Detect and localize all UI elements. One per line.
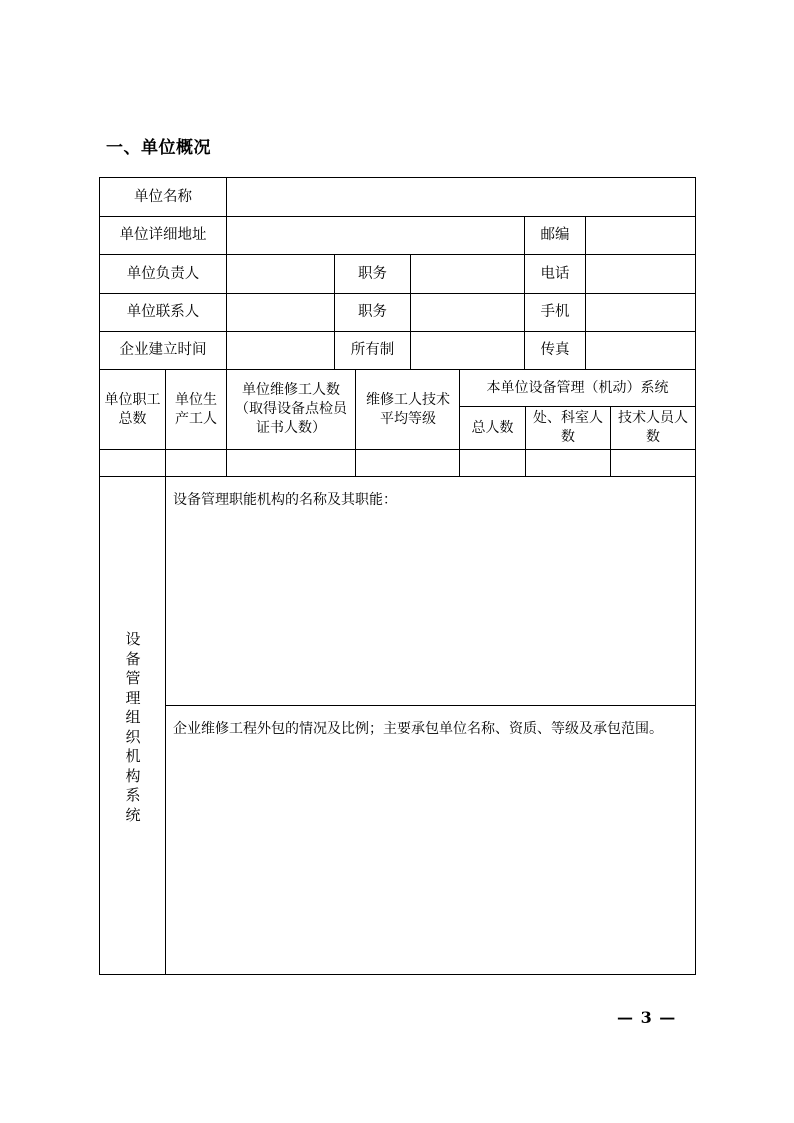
unit-contact-field[interactable] bbox=[227, 294, 334, 331]
fax-field[interactable] bbox=[586, 332, 695, 369]
total-staff-header: 单位职工总数 bbox=[104, 391, 161, 427]
established-date-label: 企业建立时间 bbox=[119, 342, 207, 358]
head-position-field[interactable] bbox=[411, 255, 524, 293]
system-total-header: 总人数 bbox=[471, 419, 514, 436]
established-date-field[interactable] bbox=[227, 332, 334, 369]
ownership-field[interactable] bbox=[411, 332, 524, 369]
system-tech-field[interactable] bbox=[611, 450, 695, 476]
system-office-header: 处、科室人数 bbox=[533, 410, 603, 445]
fax-label: 传真 bbox=[540, 342, 570, 358]
phone-label: 电话 bbox=[540, 265, 570, 282]
production-workers-header: 单位生产工人 bbox=[175, 391, 217, 427]
system-office-field[interactable] bbox=[526, 450, 610, 476]
postcode-label: 邮编 bbox=[540, 227, 570, 243]
phone-field[interactable] bbox=[586, 255, 695, 293]
outsourcing-prompt: 企业维修工程外包的情况及比例；主要承包单位名称、资质、等级及承包范围。 bbox=[173, 721, 663, 737]
unit-head-field[interactable] bbox=[227, 255, 334, 293]
maintenance-workers-header: 单位维修工人数（取得设备点检员证书人数） bbox=[235, 382, 347, 436]
row-divider bbox=[166, 705, 695, 706]
unit-address-label: 单位详细地址 bbox=[119, 227, 207, 243]
page-number: — 3 — bbox=[617, 1008, 677, 1027]
production-workers-field[interactable] bbox=[166, 450, 226, 476]
unit-name-field[interactable] bbox=[227, 178, 695, 216]
outsourcing-answer-area[interactable] bbox=[166, 768, 695, 974]
head-position-label: 职务 bbox=[358, 265, 387, 282]
section-title: 一、单位概况 bbox=[106, 138, 211, 158]
avg-tech-level-field[interactable] bbox=[356, 450, 459, 476]
system-tech-header: 技术人员人数 bbox=[618, 410, 688, 445]
mobile-field[interactable] bbox=[586, 294, 695, 331]
unit-address-field[interactable] bbox=[227, 217, 524, 254]
equipment-system-header: 本单位设备管理（机动）系统 bbox=[486, 379, 669, 396]
mobile-label: 手机 bbox=[540, 304, 570, 320]
contact-position-label: 职务 bbox=[358, 304, 387, 320]
postcode-field[interactable] bbox=[586, 217, 695, 254]
unit-name-label: 单位名称 bbox=[134, 188, 192, 205]
row-divider bbox=[100, 476, 695, 477]
maintenance-workers-field[interactable] bbox=[227, 450, 355, 476]
total-staff-field[interactable] bbox=[100, 450, 165, 476]
ownership-label: 所有制 bbox=[350, 342, 395, 358]
avg-tech-level-header: 维修工人技术平均等级 bbox=[366, 391, 450, 427]
functions-prompt: 设备管理职能机构的名称及其职能： bbox=[173, 492, 397, 508]
unit-head-label: 单位负责人 bbox=[126, 265, 200, 282]
org-system-label: 设备管理组织机构系统 bbox=[125, 630, 141, 824]
system-total-field[interactable] bbox=[460, 450, 525, 476]
contact-position-field[interactable] bbox=[411, 294, 524, 331]
functions-answer-area[interactable] bbox=[166, 513, 695, 705]
unit-contact-label: 单位联系人 bbox=[126, 304, 200, 320]
unit-overview-form bbox=[99, 177, 696, 975]
